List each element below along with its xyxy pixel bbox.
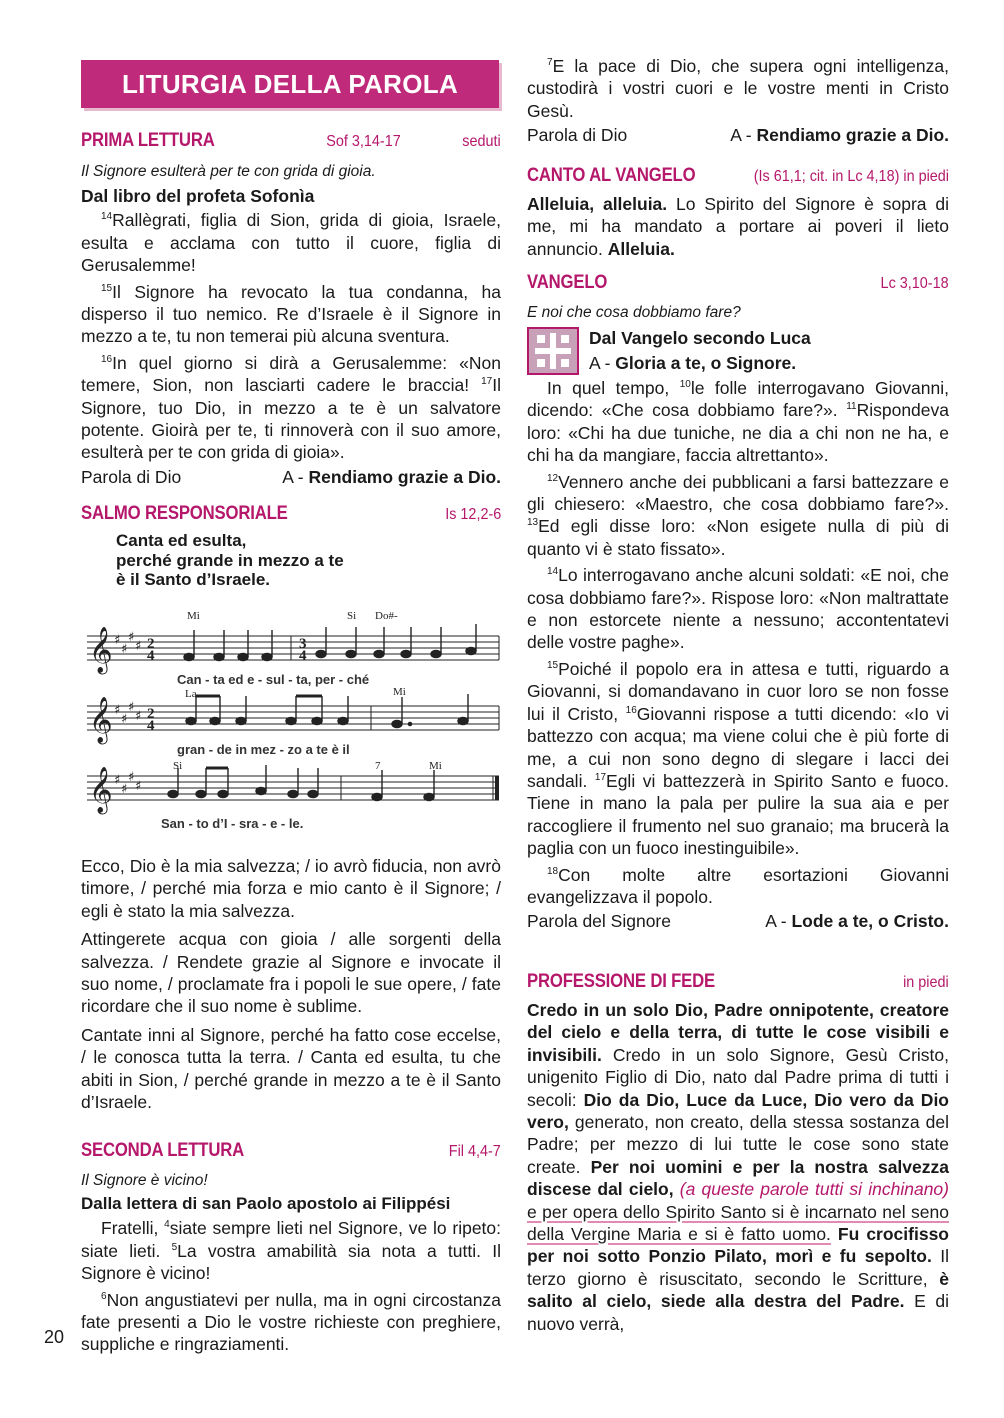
verse-number: 15 — [101, 282, 113, 294]
chord-label: Do#- — [375, 610, 398, 622]
treble-clefs — [89, 627, 113, 815]
section-title: SECONDA LETTURA — [81, 1140, 245, 1161]
credo-bold: Fu crocifisso per noi sotto Ponzio Pilato, morì e fu sepolto. — [527, 1224, 949, 1267]
credo-underlined: e per opera dello Spirito Santo si è incarnato nel seno della Vergine Maria e si è fatto uomo. — [527, 1201, 949, 1245]
verse-text: Poiché il popolo era in attesa e tutti, riguardo a Giovanni, si domandavano in cuor loro se non fosse lui il Cristo, — [527, 658, 949, 724]
response-a: A - — [730, 125, 757, 146]
salmo-responsoriale — [81, 503, 501, 590]
seconda-lettura-header — [81, 1140, 501, 1162]
chord-label: 7 — [375, 760, 381, 772]
svg-text:3: 3 — [299, 636, 307, 652]
verse-paragraph — [527, 471, 949, 561]
section-ref: Sof 3,14-17 — [325, 133, 401, 150]
svg-text:♯: ♯ — [114, 773, 121, 788]
verse-text: Il Signore ha revocato la tua condanna, ha disperso il tuo nemico. Re d’Israele è il Signore in mezzo a te, tu non temerai più alcuna sventura. — [81, 281, 501, 347]
svg-text:4: 4 — [147, 648, 155, 664]
svg-text:2: 2 — [147, 636, 155, 652]
section-title: VANGELO — [527, 272, 608, 293]
music-score — [81, 608, 501, 844]
svg-text:♯: ♯ — [135, 779, 142, 794]
prima-lettura-header — [81, 130, 501, 152]
section-title: SALMO RESPONSORIALE — [81, 503, 288, 524]
chord-label: Mi — [429, 760, 442, 772]
chord-label: Mi — [393, 686, 406, 698]
section-title: CANTO AL VANGELO — [527, 165, 696, 186]
verse-number: 10 — [679, 379, 691, 391]
response-line — [282, 466, 501, 488]
svg-text:♯: ♯ — [135, 709, 142, 724]
psalm-refrain — [116, 531, 501, 590]
key-signatures — [114, 630, 141, 797]
verse-number: 17 — [594, 772, 607, 784]
response-line — [765, 910, 949, 932]
vangelo-header — [527, 272, 949, 294]
banner-title: LITURGIA DELLA PAROLA — [121, 68, 459, 99]
svg-text:♯: ♯ — [128, 770, 135, 785]
section-ref: (Is 61,1; cit. in Lc 4,18) in piedi — [753, 168, 949, 185]
svg-text:♯: ♯ — [121, 712, 128, 727]
cross-icon — [527, 327, 579, 375]
gospel-intro — [527, 327, 949, 375]
lyrics-line: San - to d’I - sra - e - le. — [161, 816, 304, 831]
reading-subtitle: Il Signore esulterà per te con grida di gioia. — [81, 163, 376, 180]
verse-text: E la pace di Dio, che supera ogni intelligenza, custodirà i vostri cuori e le vostre menti in Cristo Gesù. — [527, 56, 949, 121]
verse-paragraph — [81, 281, 501, 348]
response-line — [730, 124, 949, 146]
credo-header — [527, 971, 949, 993]
response-text: Rendiamo grazie a Dio. — [756, 125, 949, 146]
credo-bold: Per noi uomini e per la nostra salvezza discese dal cielo, — [527, 1156, 949, 1200]
page-number: 20 — [44, 1327, 65, 1347]
chord-label: Si — [347, 610, 357, 622]
credo-bold: Credo in un solo Dio, Padre onnipotente, creatore del cielo e della terra, di tutte le cose visibili e invisibili. — [527, 1000, 949, 1065]
section-ref: Lc 3,10-18 — [880, 275, 949, 292]
verse-text: Fratelli, — [101, 1218, 165, 1239]
verse-text: Vennero anche dei pubblicani a farsi battezzare e gli chiesero: «Maestro, che cosa dobbiamo fare?». — [527, 471, 949, 515]
credo-bold: Dio da Dio, Luce da Luce, Dio vero da Dio vero, — [527, 1089, 949, 1133]
verse-number: 5 — [171, 1241, 178, 1253]
response-lead: Parola del Signore — [527, 911, 671, 932]
psalm-stanza: Cantate inni al Signore, perché ha fatto cose eccelse, / le conosca tutta la terra. / Canta ed esulta, tu che abiti in Sion, / perché grande in mezzo a te è il Santo d’Israele. — [81, 1024, 501, 1113]
verse-text: Lo interrogavano anche alcuni soldati: «E noi, che cosa dobbiamo fare?». Rispose loro: «Non maltrattate e non estorcete niente a nessuno; accontentatevi delle vostre paghe». — [527, 565, 949, 653]
verse-text: Non angustiatevi per nulla, ma in ogni circostanza fate presenti a Dio le vostre richieste con preghiere, suppliche e ringraziamenti. — [81, 1289, 501, 1355]
response-text: Lode a te, o Cristo. — [791, 911, 949, 932]
reading-source: Dal Vangelo secondo Luca — [589, 328, 811, 348]
chord-label: Mi — [187, 610, 200, 622]
verse-number: 16 — [101, 354, 113, 366]
refrain-line: perché grande in mezzo a te — [116, 550, 344, 570]
psalm-stanza: Attingerete acqua con gioia / alle sorgenti della salvezza. / Rendete grazie al Signore e invocate il suo nome, / proclamate fra i popoli le sue opere, / fate ricordare che il suo nome è sublime. — [81, 929, 501, 1017]
response-text: Gloria a te, o Signore. — [615, 353, 797, 374]
lyrics-line: gran - de in mez - zo a te è il — [177, 742, 350, 757]
verse-number: 11 — [846, 401, 857, 413]
gospel-acclamation — [589, 352, 811, 374]
verse-number: 14 — [101, 211, 113, 223]
music-staves-svg — [81, 608, 501, 844]
canto-text — [527, 193, 949, 260]
chord-label: Si — [173, 760, 183, 772]
response-a: A - — [589, 353, 616, 374]
reading-response — [527, 124, 949, 146]
verse-number: 18 — [547, 865, 559, 877]
professione-di-fede — [527, 971, 949, 1335]
verse-text: Ed egli disse loro: «Non esigete nulla di più di quanto vi è stato fissato». — [527, 516, 949, 559]
verse-text: In quel tempo, — [547, 378, 680, 398]
response-lead: Parola di Dio — [81, 466, 182, 487]
verse-number: 6 — [101, 1290, 107, 1302]
verse-number: 13 — [527, 517, 539, 529]
verse-number: 12 — [547, 472, 559, 484]
canto-al-vangelo — [527, 165, 949, 260]
verse-paragraph — [81, 1289, 501, 1356]
svg-text:2: 2 — [147, 706, 155, 722]
svg-text:𝄞: 𝄞 — [89, 767, 113, 813]
credo-plain: E di nuovo verrà, — [527, 1291, 949, 1334]
svg-text:𝄞: 𝄞 — [89, 697, 113, 743]
section-posture: seduti — [462, 133, 501, 150]
credo-plain: generato, non creato, della stessa sostanza del Padre; per mezzo di lui tutte le cose sono state create. — [527, 1112, 949, 1177]
alleluia: Alleluia. — [607, 238, 675, 259]
verse-number: 14 — [547, 566, 559, 578]
response-lead: Parola di Dio — [527, 125, 628, 146]
svg-text:♯: ♯ — [121, 782, 128, 797]
svg-text:♯: ♯ — [128, 700, 135, 715]
verse-paragraph — [527, 564, 949, 654]
svg-text:♯: ♯ — [114, 703, 121, 718]
response-a: A - — [765, 911, 792, 932]
verse-number: 7 — [547, 57, 553, 69]
verse-number: 17 — [481, 376, 493, 388]
verse-paragraph — [527, 658, 949, 860]
reading-subtitle: E noi che cosa dobbiamo fare? — [527, 304, 741, 321]
section-title: PROFESSIONE DI FEDE — [527, 971, 716, 992]
reading-source: Dalla lettera di san Paolo apostolo ai Filippési — [81, 1194, 451, 1213]
verse-text: Rispondeva loro: «Chi ha due tuniche, ne dia a chi non ne ha, e chi ha da mangiare, faccia altrettanto». — [527, 400, 949, 466]
verse-text: Con molte altre esortazioni Giovanni evangelizzava il popolo. — [527, 864, 949, 907]
credo-rubric: (a queste parole tutti si inchinano) — [673, 1179, 949, 1200]
svg-text:♯: ♯ — [128, 630, 135, 645]
section-title: PRIMA LETTURA — [81, 130, 215, 151]
section-ref: Fil 4,4-7 — [448, 1143, 501, 1160]
seconda-lettura — [81, 1140, 501, 1356]
refrain-line: Canta ed esulta, — [116, 531, 247, 550]
svg-text:4: 4 — [299, 648, 307, 664]
section-banner — [81, 60, 499, 108]
salmo-header — [81, 503, 501, 525]
response-text: Rendiamo grazie a Dio. — [308, 466, 501, 487]
reading-subtitle: Il Signore è vicino! — [81, 1172, 208, 1189]
credo-text — [527, 999, 949, 1335]
verse-number: 15 — [547, 660, 559, 672]
svg-text:♯: ♯ — [121, 642, 128, 657]
verse-paragraph — [81, 209, 501, 276]
verse-paragraph — [527, 55, 949, 122]
vangelo — [527, 272, 949, 932]
section-posture: in piedi — [903, 974, 949, 991]
svg-text:♯: ♯ — [135, 639, 142, 654]
credo-plain: Il terzo giorno è risuscitato, secondo le Scritture, — [527, 1246, 949, 1289]
psalm-stanza: Ecco, Dio è la mia salvezza; / io avrò fiducia, non avrò timore, / perché mia forza e mio canto è il Signore; / egli è stato la mia salvezza. — [81, 856, 501, 921]
canto-verse: Lo Spirito del Signore è sopra di me, mi ha mandato a portare ai poveri il lieto annuncio. — [527, 194, 949, 259]
reading-source: Dal libro del profeta Sofonìa — [81, 186, 315, 206]
canto-header — [527, 165, 949, 187]
psalm-stanzas — [81, 855, 501, 1113]
svg-text:♯: ♯ — [114, 633, 121, 648]
verse-paragraph — [527, 377, 949, 467]
response-a: A - — [282, 466, 309, 487]
svg-text:𝄞: 𝄞 — [89, 627, 113, 673]
reading-response — [527, 910, 949, 932]
verse-number: 16 — [625, 704, 637, 716]
alleluia: Alleluia, alleluia. — [527, 194, 668, 214]
refrain-line: è il Santo d’Israele. — [116, 570, 271, 589]
prima-lettura — [81, 130, 501, 488]
verse-text: Egli vi battezzerà in Spirito Santo e fuoco. Tiene in mano la pala per pulire la sua aia e per raccogliere il frumento nel suo granaio; ma brucerà la paglia con un fuoco inestinguibile». — [527, 770, 949, 859]
verse-paragraph — [81, 1217, 501, 1284]
verse-text: La vostra amabilità sia nota a tutti. Il Signore è vicino! — [81, 1240, 501, 1284]
verse-number: 4 — [164, 1219, 170, 1231]
verse-text: le folle interrogavano Giovanni, dicendo: «Che cosa dobbiamo fare?». — [527, 378, 949, 421]
verse-text: Rallègrati, figlia di Sion, grida di gioia, Israele, esulta e acclama con tutto il cuore, figlia di Gerusalemme! — [81, 210, 501, 276]
credo-bold: è salito al cielo, siede alla destra del Padre. — [527, 1268, 949, 1312]
section-ref: Is 12,2-6 — [444, 506, 501, 523]
seconda-lettura-cont — [527, 55, 949, 146]
credo-plain: Credo in un solo Signore, Gesù Cristo, unigenito Figlio di Dio, nato dal Padre prima di tutti i secoli: — [527, 1044, 949, 1110]
svg-text:4: 4 — [147, 718, 155, 734]
verse-text: Il Signore, tuo Dio, in mezzo a te è un salvatore potente. Gioirà per te, ti rinnoverà con il suo amore, esulterà per te con grida di gioia». — [81, 375, 501, 463]
lyrics-line: Can - ta ed e - sul - ta, per - ché — [177, 672, 370, 687]
cross-icon-svg — [529, 329, 577, 373]
reading-response — [81, 466, 501, 488]
verse-paragraph — [527, 864, 949, 909]
verse-text: siate sempre lieti nel Signore, ve lo ripeto: siate lieti. — [81, 1218, 502, 1261]
verse-text: In quel giorno si dirà a Gerusalemme: «Non temere, Sion, non lasciarti cadere le braccia! — [81, 352, 501, 396]
chord-label: La — [185, 688, 197, 700]
verse-paragraph — [81, 352, 501, 464]
verse-text: Giovanni rispose a tutti dicendo: «Io vi battezzo con acqua; ma viene colui che è più forte di me, a cui non sono degno di slegare i lacci dei sandali. — [527, 703, 949, 791]
